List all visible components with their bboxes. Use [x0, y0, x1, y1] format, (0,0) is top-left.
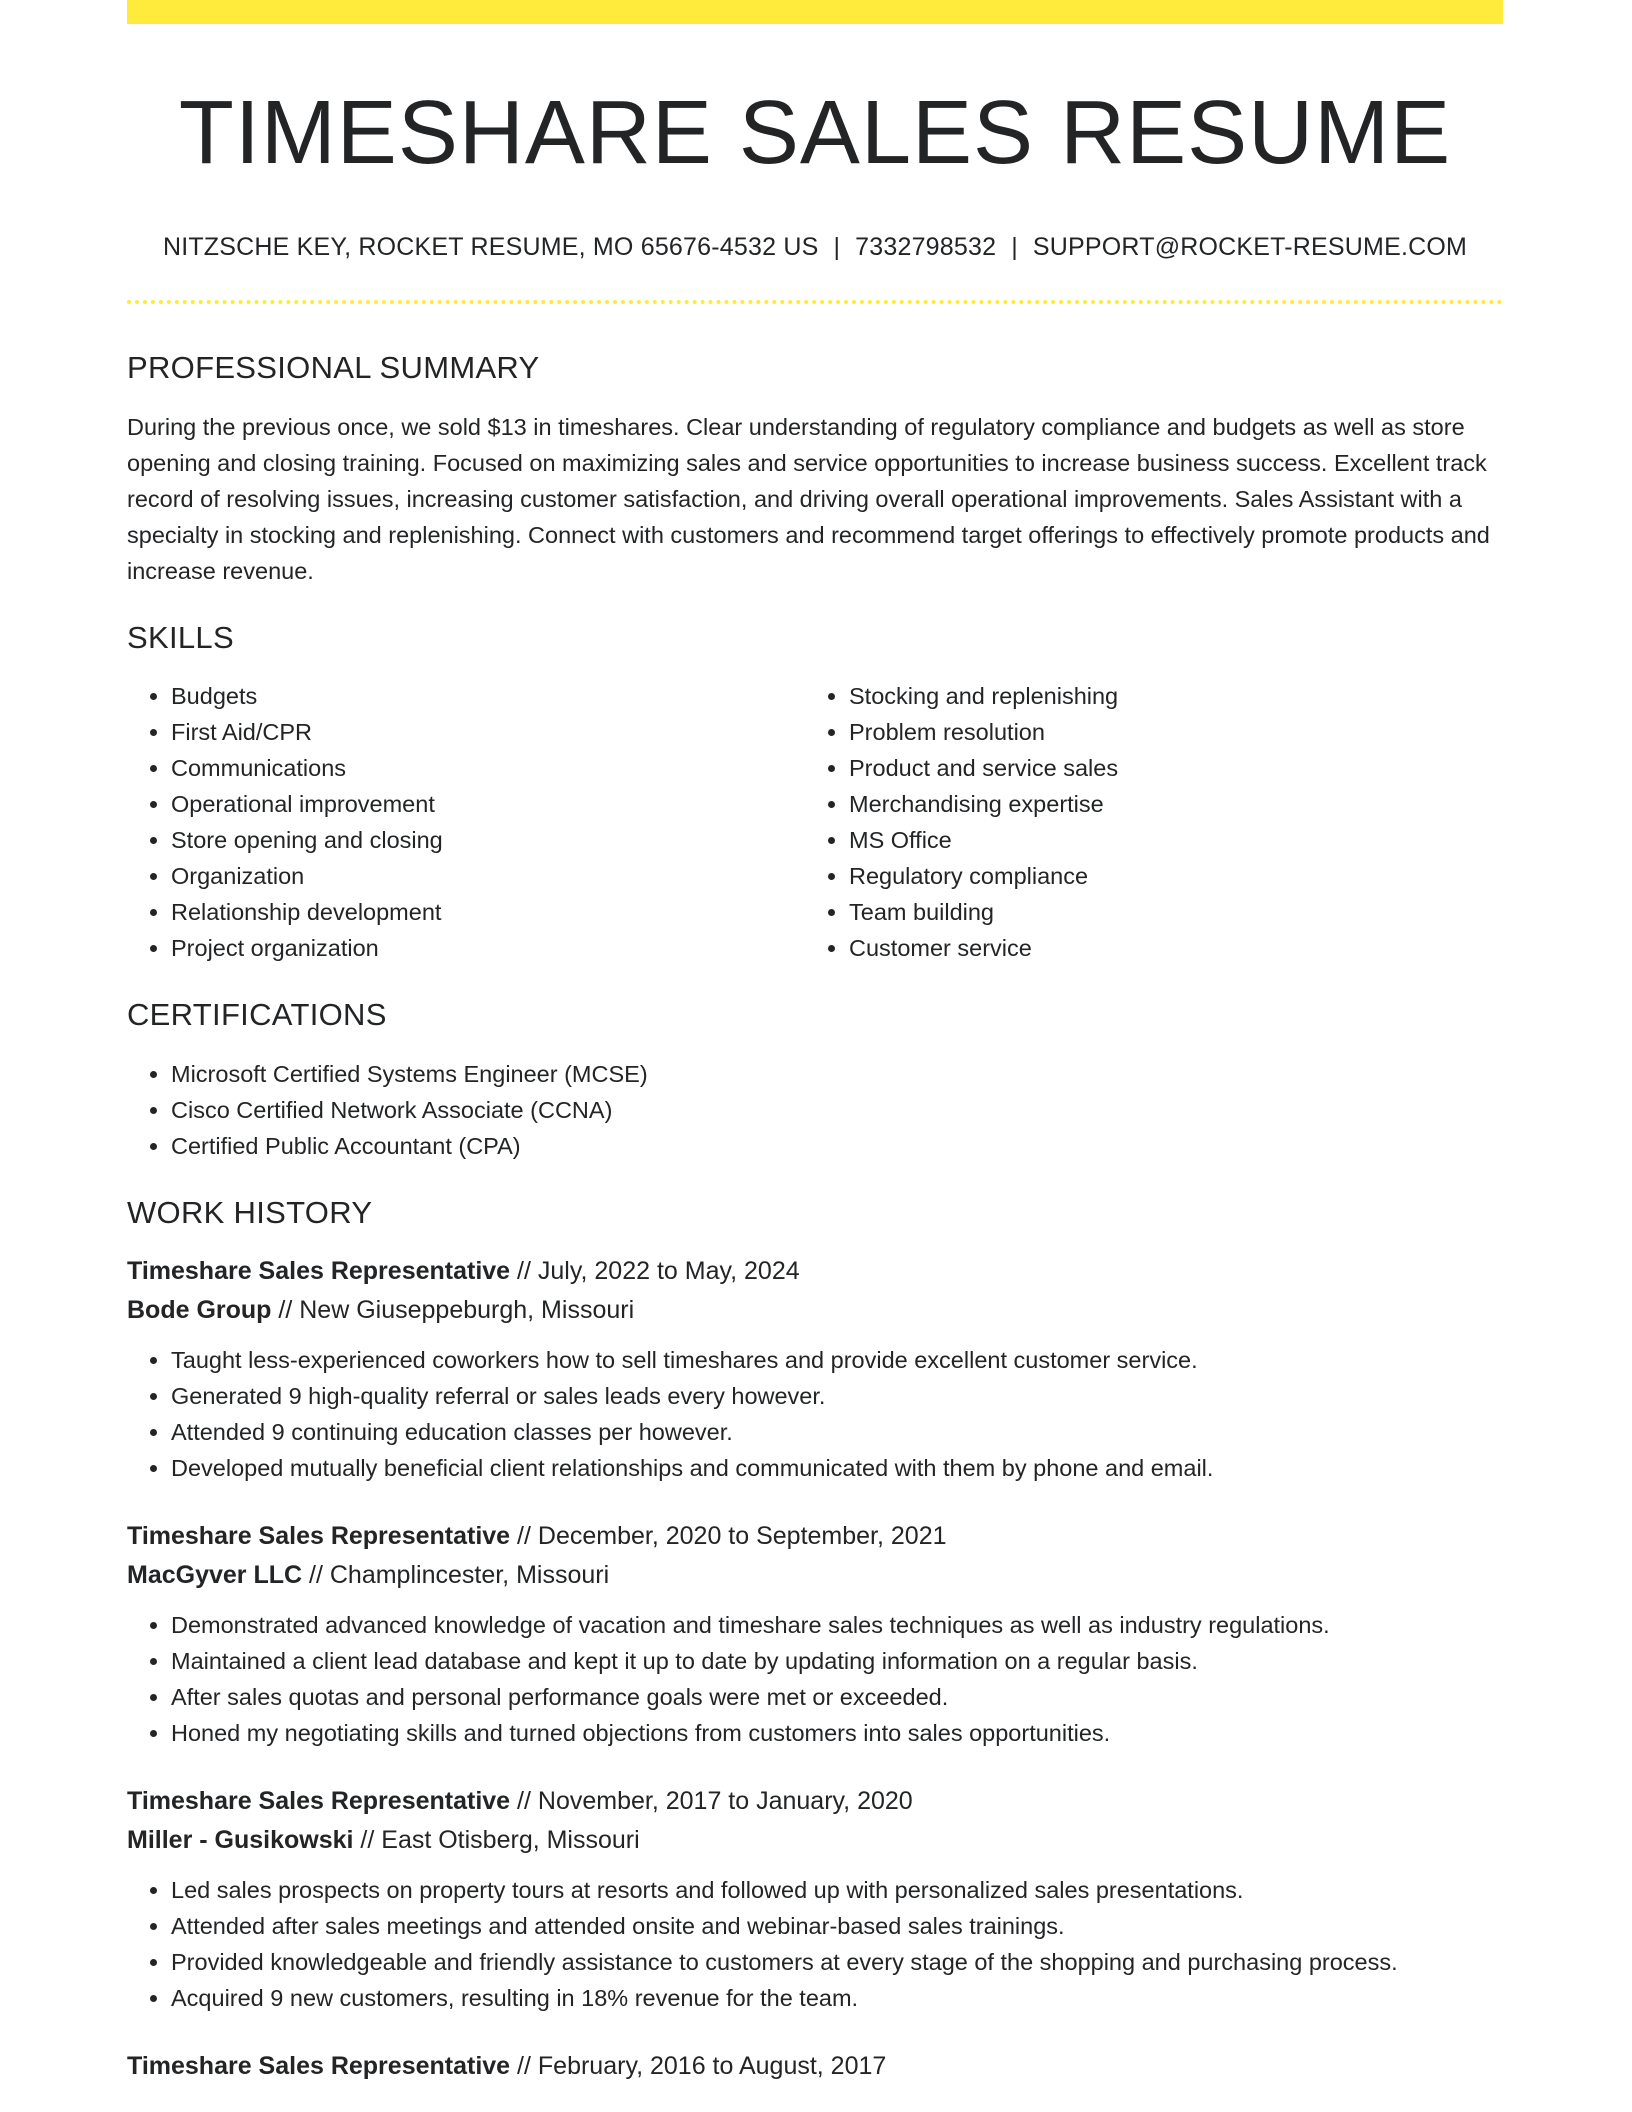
- skills-list-right: [805, 678, 1483, 966]
- skill-item: • Store opening and closing: [171, 822, 805, 858]
- skill-item: • Team building: [849, 894, 1483, 930]
- job-bullets: [127, 1607, 1503, 1751]
- job-location: East Otisberg, Missouri: [381, 1825, 640, 1854]
- header-divider: [127, 300, 1503, 304]
- job-bullet: • Maintained a client lead database and kept it up to date by updating information on a regular basis.: [171, 1643, 1503, 1679]
- job-company: MacGyver LLC: [127, 1560, 303, 1589]
- contact-email[interactable]: SUPPORT@ROCKET-RESUME.COM: [1032, 233, 1468, 261]
- job-bullet: • Led sales prospects on property tours at resorts and followed up with personalized sales presentations.: [171, 1872, 1503, 1908]
- skill-item: • Regulatory compliance: [849, 858, 1483, 894]
- job-bullet: • Generated 9 high-quality referral or sales leads every however.: [171, 1378, 1503, 1414]
- job-divider: //: [309, 1560, 323, 1589]
- certifications-list: [127, 1056, 1503, 1164]
- job-entry: [127, 1782, 1503, 2016]
- skills-columns: [127, 678, 1503, 966]
- skill-item: • Merchandising expertise: [849, 786, 1483, 822]
- job-company-line: [127, 1556, 1503, 1595]
- job-divider: //: [360, 1825, 375, 1854]
- job-entry: [127, 1252, 1503, 1486]
- job-divider: //: [517, 2051, 531, 2080]
- job-divider: //: [517, 1786, 531, 1815]
- job-entry: [127, 1517, 1503, 1751]
- job-dates: November, 2017 to January, 2020: [537, 1786, 913, 1815]
- job-dates: July, 2022 to May, 2024: [537, 1256, 800, 1285]
- skills-heading: SKILLS: [127, 620, 234, 656]
- job-role: Timeshare Sales Representative: [127, 2051, 511, 2080]
- resume-page: [127, 0, 1503, 2086]
- contact-separator: |: [833, 233, 841, 261]
- skill-item: • Project organization: [171, 930, 805, 966]
- skills-list-left: [127, 678, 805, 966]
- certification-item: • Microsoft Certified Systems Engineer (MCSE): [171, 1056, 1503, 1092]
- job-bullet: • Developed mutually beneficial client relationships and communicated with them by phone and email.: [171, 1450, 1503, 1486]
- skill-item: • Organization: [171, 858, 805, 894]
- accent-bar: [127, 0, 1503, 24]
- skill-item: • First Aid/CPR: [171, 714, 805, 750]
- certification-item: • Certified Public Accountant (CPA): [171, 1128, 1503, 1164]
- contact-separator: |: [1011, 233, 1018, 261]
- certification-item: • Cisco Certified Network Associate (CCNA): [171, 1092, 1503, 1128]
- job-role-line: [127, 2047, 1503, 2086]
- skill-item: • Communications: [171, 750, 805, 786]
- job-role: Timeshare Sales Representative: [127, 1521, 511, 1550]
- job-divider: //: [278, 1295, 293, 1324]
- job-dates: December, 2020 to September, 2021: [537, 1521, 947, 1550]
- job-role: Timeshare Sales Representative: [127, 1786, 511, 1815]
- job-bullet: • Honed my negotiating skills and turned objections from customers into sales opportunities.: [171, 1715, 1503, 1751]
- job-dates: February, 2016 to August, 2017: [537, 2051, 887, 2080]
- contact-address: NITZSCHE KEY, ROCKET RESUME, MO 65676-4532 US: [162, 233, 819, 261]
- job-role-line: [127, 1252, 1503, 1291]
- skill-item: • Relationship development: [171, 894, 805, 930]
- job-bullet: • After sales quotas and personal performance goals were met or exceeded.: [171, 1679, 1503, 1715]
- skill-item: • Operational improvement: [171, 786, 805, 822]
- skill-item: • Problem resolution: [849, 714, 1483, 750]
- job-location: Champlincester, Missouri: [329, 1560, 610, 1589]
- job-company: Miller - Gusikowski: [127, 1825, 354, 1854]
- job-location: New Giuseppeburgh, Missouri: [299, 1295, 635, 1324]
- job-bullets: [127, 1872, 1503, 2016]
- job-divider: //: [517, 1256, 531, 1285]
- job-company-line: [127, 1821, 1503, 1860]
- contact-line: [127, 233, 1503, 262]
- job-role-line: [127, 1517, 1503, 1556]
- skill-item: • Product and service sales: [849, 750, 1483, 786]
- job-bullets: [127, 1342, 1503, 1486]
- job-bullet: • Provided knowledgeable and friendly assistance to customers at every stage of the shopping and purchasing process.: [171, 1944, 1503, 1980]
- skill-item: • Customer service: [849, 930, 1483, 966]
- job-bullet: • Taught less-experienced coworkers how to sell timeshares and provide excellent customer service.: [171, 1342, 1503, 1378]
- certifications-heading: CERTIFICATIONS: [127, 997, 387, 1033]
- job-divider: //: [517, 1521, 531, 1550]
- job-bullet: • Demonstrated advanced knowledge of vacation and timeshare sales techniques as well as industry regulations.: [171, 1607, 1503, 1643]
- job-bullet: • Acquired 9 new customers, resulting in 18% revenue for the team.: [171, 1980, 1503, 2016]
- job-entry: [127, 2047, 1503, 2086]
- contact-phone[interactable]: 7332798532: [855, 233, 997, 261]
- summary-heading: PROFESSIONAL SUMMARY: [127, 350, 540, 385]
- skill-item: • MS Office: [849, 822, 1483, 858]
- work-history-heading: WORK HISTORY: [127, 1194, 373, 1230]
- skill-item: • Budgets: [171, 678, 805, 714]
- job-role: Timeshare Sales Representative: [127, 1256, 511, 1285]
- job-bullet: • Attended after sales meetings and attended onsite and webinar-based sales trainings.: [171, 1908, 1503, 1944]
- skill-item: • Stocking and replenishing: [849, 678, 1483, 714]
- job-bullet: • Attended 9 continuing education classes per however.: [171, 1414, 1503, 1450]
- resume-title: TIMESHARE SALES RESUME: [178, 83, 1452, 183]
- job-company-line: [127, 1291, 1503, 1330]
- job-company: Bode Group: [127, 1295, 272, 1324]
- summary-text: During the previous once, we sold $13 in timeshares. Clear understanding of regulatory compliance and budgets as well as store opening and closing training. Focused on maximizing sales and service opportunities to increase business success. Excellent track record of resolving issues, increasing customer satisfaction, and driving overall operational improvements. Sales Assistant with a specialty in stocking and replenishing. Connect with customers and recommend target offerings to effectively promote products and increase revenue.: [127, 414, 1490, 585]
- job-role-line: [127, 1782, 1503, 1821]
